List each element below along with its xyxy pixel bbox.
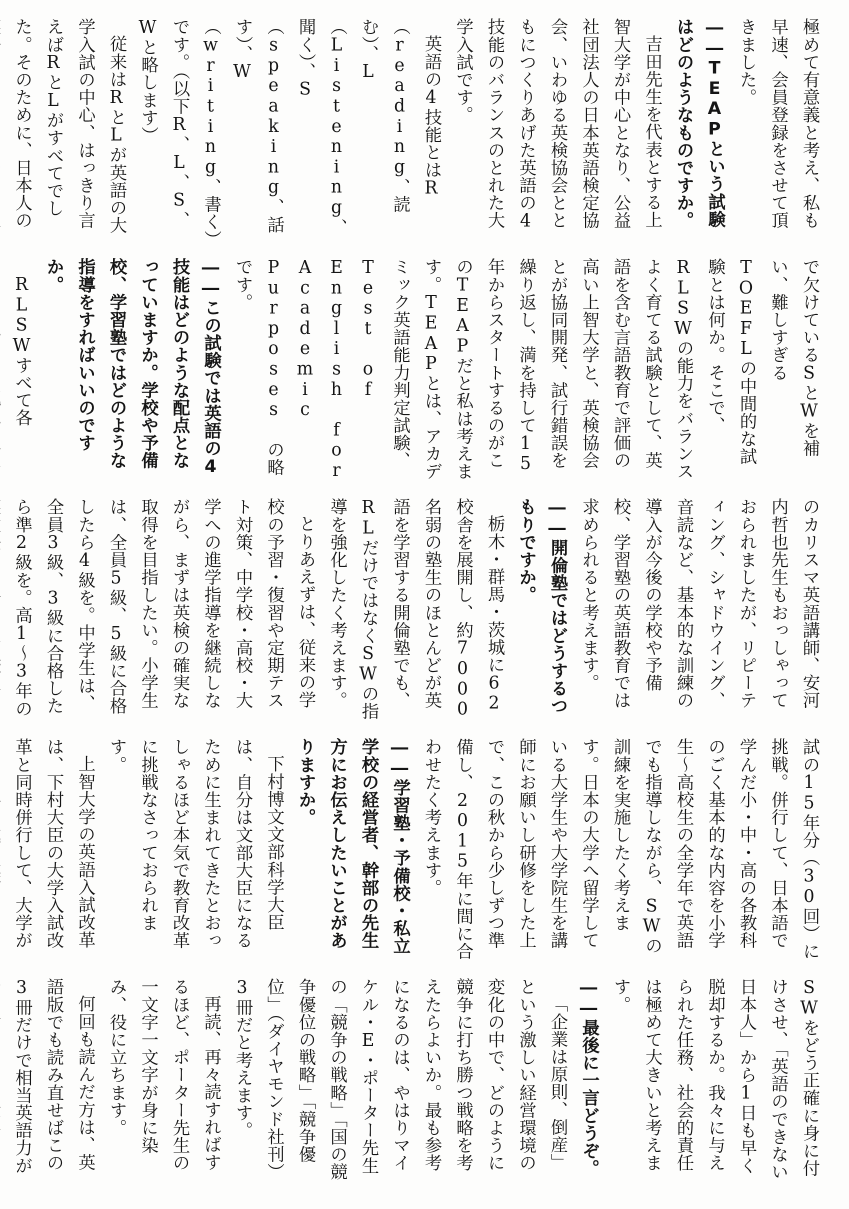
section-heading: ――学習塾・予備校・私立学校の経営者、幹部の先生方にお伝えしたいことがありますか。 [295, 738, 410, 955]
column-band-5 [11, 978, 824, 1188]
paragraph: 吉田先生を代表とする上智大学が中心となり、公益社団法人の日本英語検定協会、いわゆる英検協会とともにつくりあげた英語の4技能のバランスのとれた大学入試です。 [452, 18, 662, 232]
column-band-1 [11, 18, 824, 242]
text-column-5 [11, 978, 824, 1188]
paragraph: 上智大学の英語入試改革は、下村大臣の大学入試改革と同時併行して、大学が [11, 738, 95, 950]
paragraph: 栃木・群馬・茨城に62校舎を展開し、約7000名弱の塾生のほとんどが英語を学習する開倫塾でも、RLだけではなくSWの指導を強化したく考えます。 [326, 498, 504, 720]
section-heading: ――開倫塾ではどうするつもりですか。 [515, 498, 567, 715]
text-column-1 [11, 18, 824, 242]
paragraph: 従来はRとLが英語の大学入試の中心、はっきり言えばRとLがすべてでした。そのために、日本人の [11, 18, 126, 235]
paragraph: のカリスマ英語講師、安河内哲也先生もおっしゃっておられましたが、リピーティング、シャドウイング、音読など、基本的な訓練の導入が今後の学校や予備校、学習塾の英語教育では求められると考えます。 [578, 498, 819, 710]
section-heading: ――TEAPという試験はどのようなものですか。 [673, 18, 725, 230]
paragraph: とりあえずは、従来の学校の予習・復習や定期テスト対策、中学校・高校・大学への進学指導を継続しながら、まずは英検の確実な取得を目指したい。小学生は、全員5級、5級に合格したら4級を。中学生は、全員3級、3級に合格したら準2級を。高1～3年の [11, 498, 315, 718]
paragraph: 極めて有意義と考え、私も早速、会員登録をさせて頂きました。 [736, 18, 819, 230]
paragraph: 再読、再々読すればするほど、ポーター先生の一文字一文字が身に染み、役に立ちます。 [106, 978, 221, 1172]
paragraph: 何回も読んだ方は、英語版でも読み直せばこの3冊だけで相当英語力が [11, 978, 95, 1175]
text-column-4 [11, 738, 824, 962]
column-band-2 [11, 258, 824, 482]
section-heading: ――この試験では英語の4技能はどのような配点となっていますか。学校や予備校、学習塾ではどのような指導をすればいいのですか。 [43, 258, 221, 478]
text-column-2 [11, 258, 824, 482]
text-column-3 [11, 498, 824, 722]
column-band-3 [11, 498, 824, 722]
paragraph: SWをどう正確に身に付けさせ、「英語のできない日本人」から1日も早く脱却するか。我々に与えられた任務、社会的責任は極めて大きいと考えます。 [610, 978, 819, 1181]
section-heading: ――最後に一言どうぞ。 [578, 978, 599, 1177]
column-band-4 [11, 738, 824, 962]
paragraph: RLSWすべて各 [11, 275, 32, 427]
paragraph: 「企業は原則、倒産」という激しい経営環境の変化の中で、どのように競争に打ち勝つ戦略を考えたらよいか。最も参考になるのは、やはりマイケル・E・ポーター先生の「競争の戦略」「国の競争優位の戦略」「競争優位」（ダイヤモンド社刊）3冊だと考えます。 [232, 978, 567, 1181]
paragraph: 英語の4技能とはR（reading、読む）、L（Listening、聞く）、S（speaking、話す）、W（writing、書く）です。（以下R、L、S、Wと略します） [137, 18, 441, 240]
paragraph: で欠けているSとWを補い、難しすぎるTOEFLの中間的な試験とは何か。そこで、RLSWの能力をバランスよく育てる試験として、英語を含む言語教育で評価の高い上智大学と、英検協会とが協同開発、試行錯誤を繰り返し、満を持して15年からスタートするのがこのTEAPだと私は考えます。TEAPとは、アカデミック英語能力判定試験、Test of English for Academic Purposes の略です。 [232, 258, 819, 482]
paragraph: 下村博文文部科学大臣は、自分は文部大臣になるために生まれてきたとおっしゃるほど本気で教育改革に挑戦なさっておられます。 [106, 738, 284, 950]
paragraph: 試の15年分（30回）に挑戦。併行して、日本語で学んだ小・中・高の各教科のごく基本的な内容を小学生～高校生の全学年で英語でも指導しながら、SWの訓練を実施したく考えます。日本の大学へ留学している大学生や大学院生を講師にお願いし研修をした上で、この秋から少しずつ準備し、2015年に間に合わせたく考えます。 [421, 738, 819, 960]
